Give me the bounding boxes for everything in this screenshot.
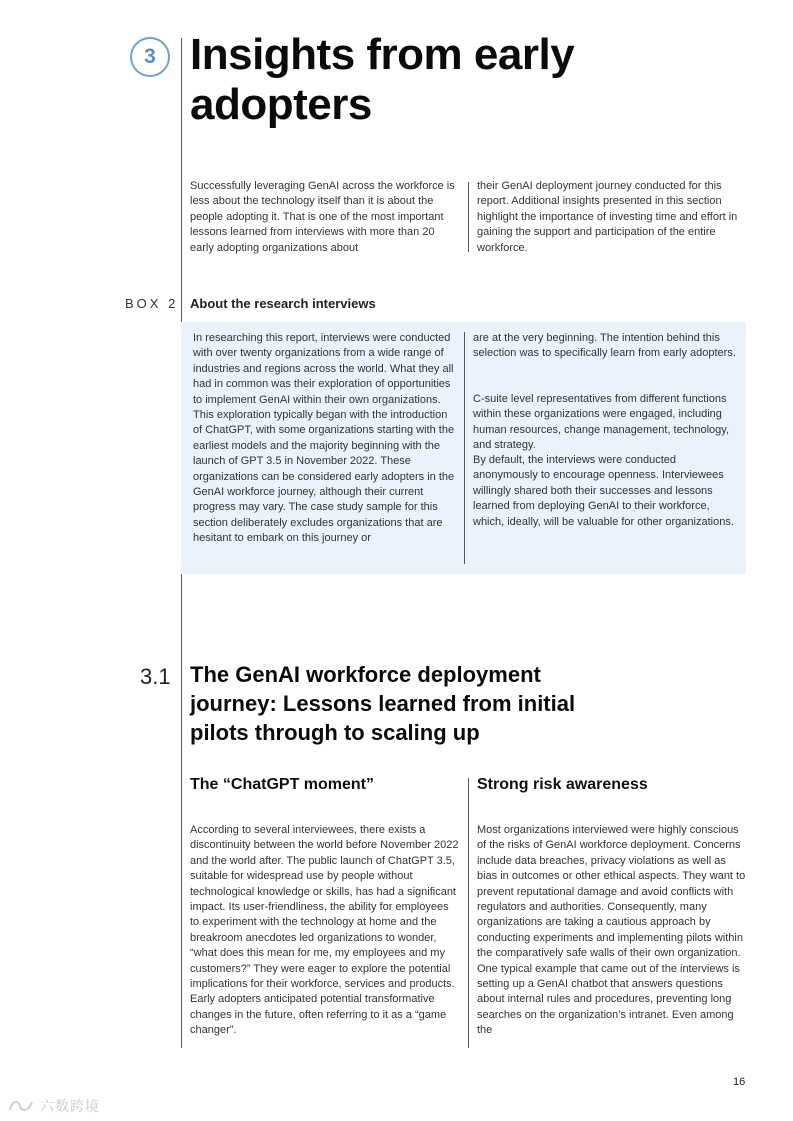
page-number: 16 <box>733 1076 746 1088</box>
section-number: 3.1 <box>140 664 171 689</box>
chapter-number-badge <box>130 37 170 77</box>
box-right-paragraph-3: By default, the interviews were conducted anonymously to encourage openness. Interviewees willingly shared both their successes and lessons learned from deploying GenAI to their workforce, which, ideally, will be valuable for other organizations. <box>473 454 734 528</box>
right-body: Most organizations interviewed were highly conscious of the risks of GenAI workforce deployment. Concerns include data breaches, privacy violations as well as bias in outcomes or other ethical aspects. They want to prevent reputational damage and avoid conflicts with regulators and authorities. Consequently, many organizations are taking a cautious approach by conducting experiments and implementing pilots within the comparatively safe walls of their own organization. One typical example that came out of the interviews is setting up a GenAI chatbot that answers questions about internal rules and procedures, preventing long searches on the organization’s intranet. Even among the <box>477 824 746 1037</box>
intro-right-column: their GenAI deployment journey conducted for this report. Additional insights presented in this section highlight the importance of investing time and effort in gaining the support and participation of the entire workforce. <box>477 180 738 254</box>
section-title: The GenAI workforce deployment journey: Lessons learned from initial pilots through to scaling up <box>190 662 576 745</box>
intro-left-column: Successfully leveraging GenAI across the workforce is less about the technology itself than it is about the people adopting it. That is one of the most important lessons learned from interviews with more than 20 early adopting organizations about <box>190 180 455 254</box>
box-right-paragraph-2: C-suite level representatives from different functions within these organizations were engaged, including human resources, change management, technology, and strategy. <box>473 393 730 452</box>
section-column-divider <box>468 778 469 1048</box>
box-column-divider <box>464 332 465 564</box>
right-subheading: Strong risk awareness <box>477 776 648 793</box>
box-right-paragraph-1: are at the very beginning. The intention behind this selection was to specifically learn from early adopters. <box>473 332 736 360</box>
left-subheading: The “ChatGPT moment” <box>190 776 375 793</box>
chapter-title: Insights from early adopters <box>190 30 575 129</box>
watermark-logo-icon <box>8 1098 34 1114</box>
left-body: According to several interviewees, there exists a discontinuity between the world before November 2022 and the world after. The public launch of ChatGPT 3.5, suitable for widespread use by people without technological knowledge or skills, has had a significant impact. Its user-friendliness, the ability for employees to experiment with the technology at home and the breakroom anecdotes led organizations to wonder, “what does this mean for me, my employees and my customers?” They were eager to explore the potential implications for their workforce, services and products. Early adopters anticipated potential transformative changes in the future, often referring to it as a “game changer”. <box>190 824 459 1037</box>
intro-column-divider <box>468 182 469 252</box>
chapter-number: 3 <box>144 45 156 68</box>
watermark-text: 六数跨境 <box>40 1098 100 1114</box>
box-label: BOX 2 <box>125 296 179 311</box>
box-left-column: In researching this report, interviews were conducted with over twenty organizations from a wide range of industries and regions across the world. What they all had in common was their exploration of opportunities to implement GenAI within their own organizations. This exploration typically began with the introduction of ChatGPT, with some organizations starting with the earliest models and the majority beginning with the launch of GPT 3.5 in November 2022. These organizations can be considered early adopters in the GenAI workforce journey, although their current progress may vary. The case study sample for this section deliberately excludes organizations that are hesitant to embark on this journey or <box>193 332 455 545</box>
box-title: About the research interviews <box>190 296 376 311</box>
watermark <box>8 1096 100 1116</box>
